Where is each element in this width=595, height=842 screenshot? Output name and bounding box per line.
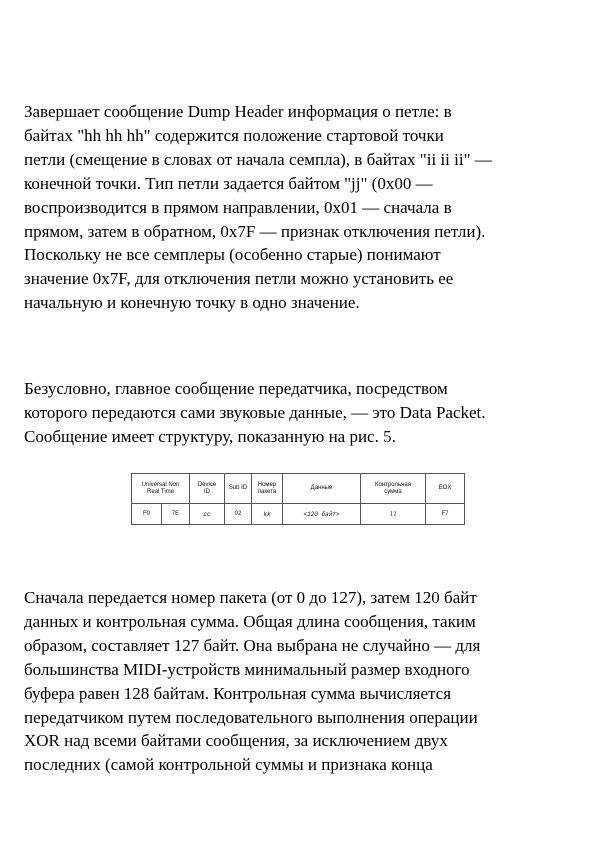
paragraph-data-packet-intro — [24, 377, 576, 449]
header-text: Universal Non — [141, 481, 180, 488]
header-cell-packet-number — [252, 474, 283, 504]
text-line: Сначала передается номер пакета (от 0 до 127), затем 120 байт — [24, 588, 477, 607]
text-line: XOR над всеми байтами сообщения, за исключением двух — [24, 731, 448, 751]
text-line: воспроизводится в прямом направлении, 0x01 — сначала в — [24, 197, 452, 217]
header-text: Контрольная — [375, 481, 411, 488]
header-text: Sub ID — [228, 485, 248, 491]
table-header-row — [132, 474, 465, 504]
text-line: начальную и конечную точку в одно значение. — [24, 293, 360, 313]
text-line: петли (смещение в словах от начала семпла), в байтах "ii ii ii" — — [24, 149, 492, 169]
value-cell: ll — [361, 504, 426, 525]
header-text: Номер — [257, 481, 277, 488]
header-cell-universal-non-real-time — [132, 474, 190, 504]
header-text: Данные — [310, 485, 333, 491]
header-text: EOX — [438, 485, 452, 491]
value-cell: <120 байт> — [283, 504, 361, 525]
table-value-row — [132, 504, 465, 525]
header-text: Device — [197, 481, 217, 488]
header-cell-device-id — [190, 474, 225, 504]
header-cell-eox — [426, 474, 465, 504]
text-line: образом, составляет 127 байт. Она выбрана не случайно — для — [24, 635, 481, 655]
data-packet-structure-table — [131, 473, 465, 525]
text-line: передатчиком путем последовательного выполнения операции — [24, 707, 478, 727]
text-line: Безусловно, главное сообщение передатчика, посредством — [24, 379, 448, 398]
header-text: пакета — [257, 488, 277, 495]
value-cell: cc — [190, 504, 225, 525]
text-line: Поскольку не все семплеры (особенно старые) понимают — [24, 245, 441, 265]
header-text: ID — [204, 488, 210, 495]
text-line: Сообщение имеет структуру, показанную на рис. 5. — [24, 426, 396, 446]
text-line: которого передаются сами звуковые данные, — это Data Packet. — [24, 402, 486, 422]
value-cell: 02 — [225, 504, 252, 525]
paragraph-packet-details — [24, 586, 576, 777]
header-cell-checksum — [361, 474, 426, 504]
text-line: байтах "hh hh hh" содержится положение стартовой точки — [24, 125, 444, 145]
text-line: Завершает сообщение Dump Header информация о петле: в — [24, 102, 452, 121]
paragraph-loop-info — [24, 100, 576, 315]
text-line: значение 0x7F, для отключения петли можно установить ее — [24, 269, 454, 289]
header-text: Real Time — [146, 488, 174, 495]
text-line: последних (самой контрольной суммы и признака конца — [24, 755, 433, 775]
header-cell-sub-id — [225, 474, 252, 504]
value-cell: F0 — [132, 504, 162, 525]
header-text: сумма — [384, 488, 402, 495]
text-line: конечной точки. Тип петли задается байтом "jj" (0x00 — — [24, 173, 433, 193]
text-line: данных и контрольная сумма. Общая длина сообщения, таким — [24, 611, 476, 631]
text-line: большинства MIDI-устройств минимальный размер входного — [24, 659, 470, 679]
text-line: прямом, затем в обратном, 0x7F — признак отключения петли). — [24, 221, 486, 241]
text-line: буфера равен 128 байтам. Контрольная сумма вычисляется — [24, 683, 452, 703]
value-cell: 7E — [162, 504, 190, 525]
header-cell-data — [283, 474, 361, 504]
value-cell: kk — [252, 504, 283, 525]
value-cell: F7 — [426, 504, 465, 525]
